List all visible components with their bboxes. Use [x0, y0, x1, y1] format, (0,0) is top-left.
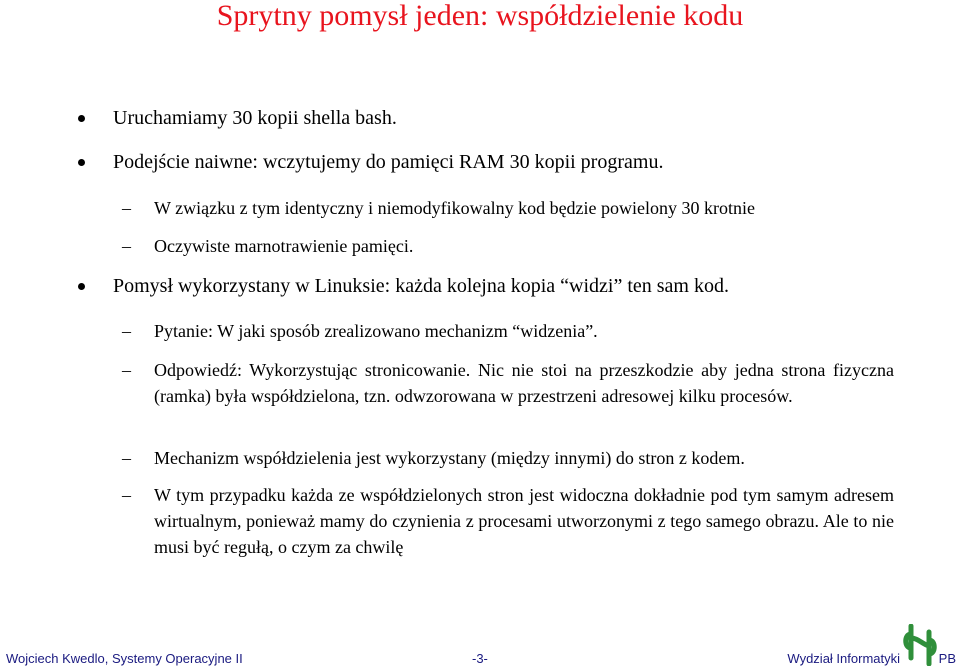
bullet-marker — [78, 283, 85, 290]
footer-page-number: -3- — [472, 651, 488, 666]
footer-author: Wojciech Kwedlo, Systemy Operacyjne II — [6, 651, 243, 666]
bullet-text: Podejście naiwne: wczytujemy do pamięci RAM 30 kopii programu. — [113, 151, 664, 173]
slide-title: Sprytny pomysł jeden: współdzielenie kodu — [216, 0, 744, 32]
sub-bullet-text: W związku z tym identyczny i niemodyfikowalny kod będzie powielony 30 krotnie — [154, 198, 756, 218]
dash-marker: – — [122, 448, 131, 468]
bullet-text: Pomysł wykorzystany w Linuksie: każda kolejna kopia “widzi” ten sam kod. — [113, 275, 729, 297]
sub-bullet-text: W tym przypadku każda ze współdzielonych stron jest widoczna dokładnie pod tym samym adresem wirtualnym, ponieważ mamy do czynienia z procesami utworzonymi z tego samego obrazu. Ale to nie musi być regułą, o czym za chwilę — [154, 485, 894, 557]
sub-bullet-text: Mechanizm współdzielenia jest wykorzystany (między innymi) do stron z kodem. — [154, 448, 745, 468]
sub-bullet-text: Odpowiedź: Wykorzystując stronicowanie. Nic nie stoi na przeszkodzie aby jedna strona fizyczna (ramka) była współdzielona, tzn. odwzorowana w przestrzeni adresowej kilku procesów. — [154, 360, 894, 406]
bullet-marker — [78, 159, 85, 166]
bullet-text: Uruchamiamy 30 kopii shella bash. — [113, 107, 397, 129]
sub-bullet-text: Pytanie: W jaki sposób zrealizowano mechanizm “widzenia”. — [154, 321, 598, 341]
bullet-marker — [78, 115, 85, 122]
dash-marker: – — [122, 236, 131, 256]
sub-bullet-text: Oczywiste marnotrawienie pamięci. — [154, 236, 414, 256]
dash-marker: – — [122, 321, 131, 341]
dash-marker: – — [122, 198, 131, 218]
footer — [0, 650, 960, 667]
dash-marker: – — [122, 360, 131, 380]
dash-marker: – — [122, 485, 131, 505]
footer-logo-text: PB — [938, 651, 956, 666]
footer-faculty: Wydział Informatyki — [787, 651, 900, 666]
